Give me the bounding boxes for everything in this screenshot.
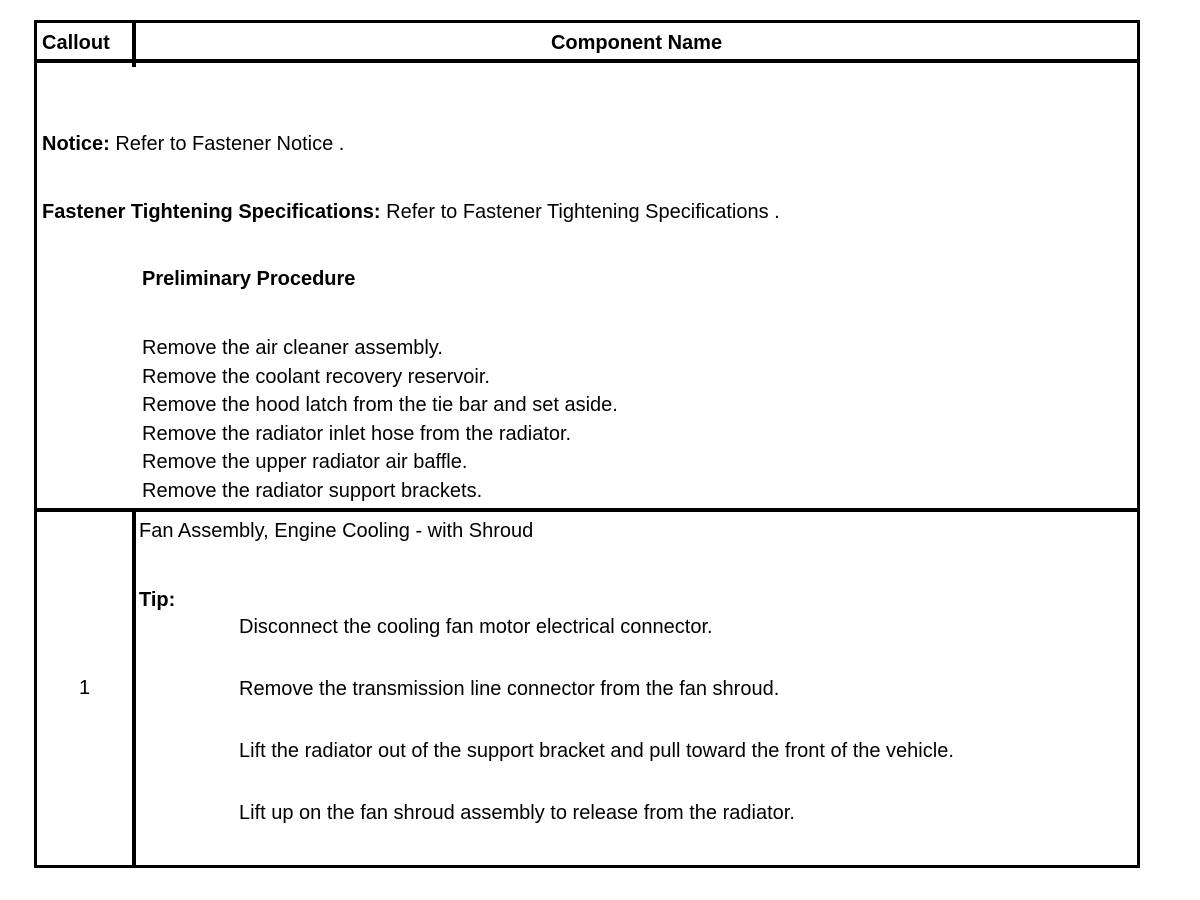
- notice-label: Notice:: [42, 133, 110, 155]
- callout-number: 1: [78, 677, 91, 699]
- list-item: Disconnect the cooling fan motor electrical connector.: [239, 616, 713, 638]
- list-item: Remove the coolant recovery reservoir.: [142, 365, 490, 388]
- list-item: Remove the upper radiator air baffle.: [142, 451, 468, 474]
- list-item: Remove the radiator support brackets.: [142, 479, 483, 502]
- fastener-specs-line: [42, 200, 780, 224]
- component-table: [34, 20, 1140, 868]
- list-item: Lift the radiator out of the support bracket and pull toward the front of the vehicle.: [239, 740, 954, 762]
- fastener-specs-text: Refer to Fastener Tightening Specifications .: [380, 201, 780, 223]
- list-item: Remove the hood latch from the tie bar and set aside.: [142, 394, 618, 417]
- header-column-divider: [132, 23, 136, 67]
- notice-text: Refer to Fastener Notice .: [109, 133, 345, 155]
- table-header-row: [37, 23, 1137, 63]
- list-item: Remove the transmission line connector from the fan shroud.: [239, 678, 780, 700]
- callout-column-header: Callout: [42, 32, 110, 54]
- tips-list: [239, 615, 954, 863]
- list-item: Remove the radiator inlet hose from the radiator.: [142, 422, 572, 445]
- list-item: Lift up on the fan shroud assembly to release from the radiator.: [239, 802, 795, 824]
- list-item: Remove the air cleaner assembly.: [142, 337, 443, 359]
- preliminary-procedure-title: Preliminary Procedure: [142, 268, 356, 290]
- component-name: Fan Assembly, Engine Cooling - with Shroud: [139, 520, 534, 542]
- component-name-column-header: Component Name: [550, 32, 723, 54]
- notice-line: [42, 132, 344, 156]
- row-divider: [37, 508, 1137, 512]
- preliminary-steps-list: [142, 334, 618, 506]
- fastener-specs-label: Fastener Tightening Specifications:: [42, 201, 381, 223]
- row-column-divider: [132, 508, 136, 868]
- tip-label: Tip:: [139, 589, 176, 611]
